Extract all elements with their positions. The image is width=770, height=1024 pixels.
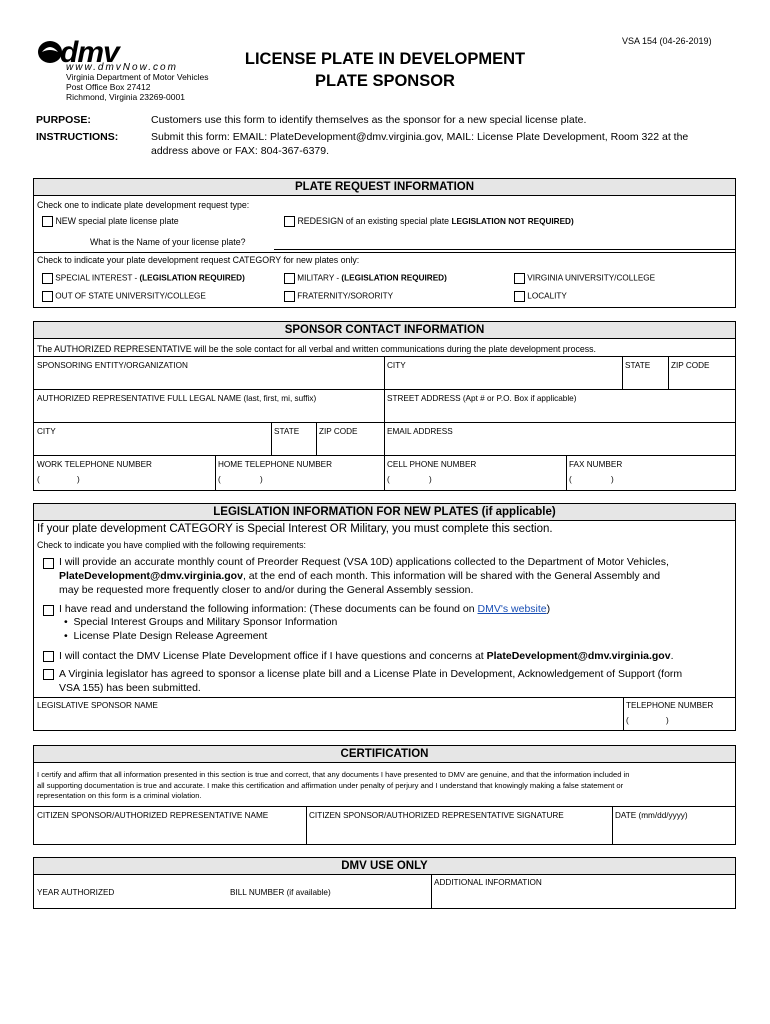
additional-info-field[interactable]: ADDITIONAL INFORMATION — [434, 878, 542, 887]
divider — [271, 422, 272, 455]
req2-bullet1-text: Special Interest Groups and Military Sponsor Information — [73, 616, 338, 628]
sponsor-note: The AUTHORIZED REPRESENTATIVE will be the sole contact for all verbal and written communications during the plate development process. — [37, 344, 597, 354]
cat-fraternity-label: FRATERNITY/SORORITY — [297, 291, 394, 301]
form-title-line1: LICENSE PLATE IN DEVELOPMENT — [244, 50, 526, 68]
cat-va-university-label: VIRGINIA UNIVERSITY/COLLEGE — [527, 273, 656, 283]
plate-name-input-line[interactable] — [274, 249, 736, 250]
cat-special-interest-checkbox[interactable] — [42, 273, 53, 284]
req2-text — [59, 602, 550, 616]
cat-out-of-state-checkbox[interactable] — [42, 291, 53, 302]
legislation-heading: LEGISLATION INFORMATION FOR NEW PLATES (if applicable) — [33, 503, 736, 521]
dmv-use-heading: DMV USE ONLY — [33, 857, 736, 875]
divider — [668, 356, 669, 390]
redesign-plate-label: REDESIGN of an existing special plate — [297, 216, 450, 226]
fax-paren-open: ( — [569, 475, 572, 484]
cat-special-interest-option[interactable] — [42, 273, 245, 284]
new-plate-option[interactable] — [42, 216, 179, 227]
agency-po-box: Post Office Box 27412 — [66, 82, 151, 92]
redesign-plate-checkbox[interactable] — [284, 216, 295, 227]
cat-fraternity-option[interactable] — [284, 291, 393, 302]
cat-military-label: MILITARY - — [297, 273, 342, 283]
req4-line2: VSA 155) has been submitted. — [59, 682, 201, 694]
cat-out-of-state-option[interactable] — [42, 291, 206, 302]
form-number: VSA 154 (04-26-2019) — [622, 36, 712, 46]
leg-telephone-field[interactable]: TELEPHONE NUMBER — [626, 701, 714, 710]
divider — [622, 356, 623, 390]
city-field[interactable]: CITY — [387, 361, 406, 370]
req1-line2: , at the end of each month. This information will be shared with the General Assembly and — [242, 570, 661, 582]
req2-bullet2-text: License Plate Design Release Agreement — [73, 630, 268, 642]
redesign-plate-option[interactable] — [284, 216, 574, 227]
certification-line2: all supporting documentation is true and accurate. I make this certification and affirmation under penalty of perjury and I understand that knowingly making a false statement or — [37, 780, 624, 790]
req1-checkbox[interactable] — [43, 558, 54, 569]
divider — [623, 697, 624, 731]
cell-phone-paren-close: ) — [429, 475, 432, 484]
leg-telephone-paren-open: ( — [626, 716, 629, 725]
divider — [612, 806, 613, 845]
compliance-prompt: Check to indicate you have complied with the following requirements: — [37, 540, 306, 550]
req1-text — [59, 555, 669, 597]
work-phone-field[interactable]: WORK TELEPHONE NUMBER — [37, 460, 152, 469]
state-field[interactable]: STATE — [625, 361, 651, 370]
cat-special-interest-note: (LEGISLATION REQUIRED) — [139, 273, 245, 283]
legislation-intro: If your plate development CATEGORY is Special Interest OR Military, you must complete this section. — [37, 523, 553, 535]
fax-paren-close: ) — [611, 475, 614, 484]
agency-city: Richmond, Virginia 23269-0001 — [66, 92, 185, 102]
certification-line3: representation on this form is a criminal violation. — [37, 791, 202, 800]
cert-name-field[interactable]: CITIZEN SPONSOR/AUTHORIZED REPRESENTATIVE NAME — [37, 811, 269, 820]
certification-section — [33, 745, 736, 845]
zip2-field[interactable]: ZIP CODE — [319, 427, 358, 436]
req3-email: PlateDevelopment@dmv.virginia.gov — [486, 650, 671, 662]
sponsor-section — [33, 321, 736, 491]
cat-out-of-state-label: OUT OF STATE UNIVERSITY/COLLEGE — [55, 291, 206, 301]
form-title — [215, 48, 555, 92]
cat-military-option[interactable] — [284, 273, 447, 284]
instructions-line2: address above or FAX: 804-367-6379. — [151, 145, 330, 157]
req3-label: I will contact the DMV License Plate Development office if I have questions and concerns at — [59, 650, 487, 662]
year-authorized-field[interactable]: YEAR AUTHORIZED — [37, 888, 115, 897]
req2-bullet1: • Special Interest Groups and Military Sponsor Information — [64, 616, 338, 628]
req3-checkbox[interactable] — [43, 651, 54, 662]
cat-special-interest-label: SPECIAL INTEREST - — [55, 273, 140, 283]
entity-field[interactable]: SPONSORING ENTITY/ORGANIZATION — [37, 361, 188, 370]
divider — [566, 455, 567, 491]
plate-request-section — [33, 178, 736, 308]
req1-line1: I will provide an accurate monthly count of Preorder Request (VSA 10D) applications collected to the Department of Motor Vehicles, — [59, 556, 669, 568]
divider — [316, 422, 317, 455]
home-phone-paren-open: ( — [218, 475, 221, 484]
certification-heading: CERTIFICATION — [33, 745, 736, 763]
street-field[interactable]: STREET ADDRESS (Apt # or P.O. Box if applicable) — [387, 394, 577, 403]
purpose-label: PURPOSE: — [36, 114, 91, 126]
city2-field[interactable]: CITY — [37, 427, 56, 436]
req2-end: ) — [546, 603, 551, 615]
new-plate-checkbox[interactable] — [42, 216, 53, 227]
divider — [384, 422, 385, 455]
bill-number-field[interactable]: BILL NUMBER (if available) — [230, 888, 331, 897]
home-phone-field[interactable]: HOME TELEPHONE NUMBER — [218, 460, 333, 469]
sponsor-heading: SPONSOR CONTACT INFORMATION — [33, 321, 736, 339]
divider — [384, 455, 385, 491]
certification-statement — [37, 770, 630, 802]
plate-name-prompt: What is the Name of your license plate? — [90, 237, 246, 247]
dmv-website-link[interactable]: DMV's website — [477, 603, 547, 615]
req2-checkbox[interactable] — [43, 605, 54, 616]
zip-field[interactable]: ZIP CODE — [671, 361, 710, 370]
divider — [34, 252, 736, 253]
divider — [306, 806, 307, 845]
cert-date-field[interactable]: DATE (mm/dd/yyyy) — [615, 811, 688, 820]
logo-website: www.dmvNow.com — [66, 62, 178, 73]
purpose-text: Customers use this form to identify themselves as the sponsor for a new special license plate. — [151, 114, 587, 126]
work-phone-paren-close: ) — [77, 475, 80, 484]
home-phone-paren-close: ) — [260, 475, 263, 484]
req3-text — [59, 649, 673, 663]
state2-field[interactable]: STATE — [274, 427, 300, 436]
form-title-line2: PLATE SPONSOR — [315, 72, 455, 90]
rep-name-field[interactable]: AUTHORIZED REPRESENTATIVE FULL LEGAL NAME (last, first, mi, suffix) — [37, 394, 317, 403]
cert-signature-field[interactable]: CITIZEN SPONSOR/AUTHORIZED REPRESENTATIVE SIGNATURE — [309, 811, 564, 820]
divider — [34, 389, 736, 390]
divider — [431, 875, 432, 909]
cat-locality-label: LOCALITY — [527, 291, 567, 301]
instructions-line1: Submit this form: EMAIL: PlateDevelopment@dmv.virginia.gov, MAIL: License Plate Development, Room 322 at the — [151, 131, 689, 143]
req1-line3: may be requested more frequently closer to and/or during the General Assembly session. — [59, 584, 474, 596]
agency-address — [66, 72, 209, 102]
divider — [215, 455, 216, 491]
fax-field[interactable]: FAX NUMBER — [569, 460, 623, 469]
req4-checkbox[interactable] — [43, 669, 54, 680]
cell-phone-field[interactable]: CELL PHONE NUMBER — [387, 460, 477, 469]
email-field[interactable]: EMAIL ADDRESS — [387, 427, 453, 436]
req3-end: . — [670, 650, 674, 662]
redesign-note: LEGISLATION NOT REQUIRED) — [451, 217, 574, 226]
dmv-use-section — [33, 857, 736, 909]
new-plate-label: NEW special plate license plate — [55, 216, 179, 226]
leg-telephone-paren-close: ) — [666, 716, 669, 725]
divider — [34, 697, 736, 698]
divider — [384, 356, 385, 390]
cat-va-university-option[interactable] — [514, 273, 655, 284]
divider — [384, 389, 385, 422]
cell-phone-paren-open: ( — [387, 475, 390, 484]
legislation-section — [33, 503, 736, 731]
divider — [34, 356, 736, 357]
cat-va-university-checkbox[interactable] — [514, 273, 525, 284]
logo-wordmark: dmv — [60, 36, 119, 69]
plate-request-heading: PLATE REQUEST INFORMATION — [33, 178, 736, 196]
divider — [34, 806, 736, 807]
leg-sponsor-name-field[interactable]: LEGISLATIVE SPONSOR NAME — [37, 701, 158, 710]
req4-text — [59, 667, 682, 695]
req1-email: PlateDevelopment@dmv.virginia.gov — [59, 570, 243, 582]
req4-line1: A Virginia legislator has agreed to sponsor a license plate bill and a License Plate in Development, Acknowledgement of Support (form — [59, 668, 683, 680]
cat-locality-checkbox[interactable] — [514, 291, 525, 302]
certification-line1: I certify and affirm that all information presented in this section is true and correct, that any documents I have presented to DMV are genuine, and that the information included in — [37, 770, 630, 779]
cat-military-checkbox[interactable] — [284, 273, 295, 284]
cat-military-note: (LEGISLATION REQUIRED) — [341, 273, 447, 283]
instructions-label: INSTRUCTIONS: — [36, 131, 119, 143]
category-prompt: Check to indicate your plate development request CATEGORY for new plates only: — [37, 255, 360, 265]
cat-locality-option[interactable] — [514, 291, 567, 302]
req2-label: I have read and understand the following information: (These documents can be found on — [59, 603, 478, 615]
work-phone-paren-open: ( — [37, 475, 40, 484]
cat-fraternity-checkbox[interactable] — [284, 291, 295, 302]
agency-name: Virginia Department of Motor Vehicles — [66, 72, 209, 82]
divider — [34, 455, 736, 456]
divider — [34, 422, 736, 423]
request-type-prompt: Check one to indicate plate development request type: — [37, 200, 250, 210]
req2-bullet2: • License Plate Design Release Agreement — [64, 630, 268, 642]
